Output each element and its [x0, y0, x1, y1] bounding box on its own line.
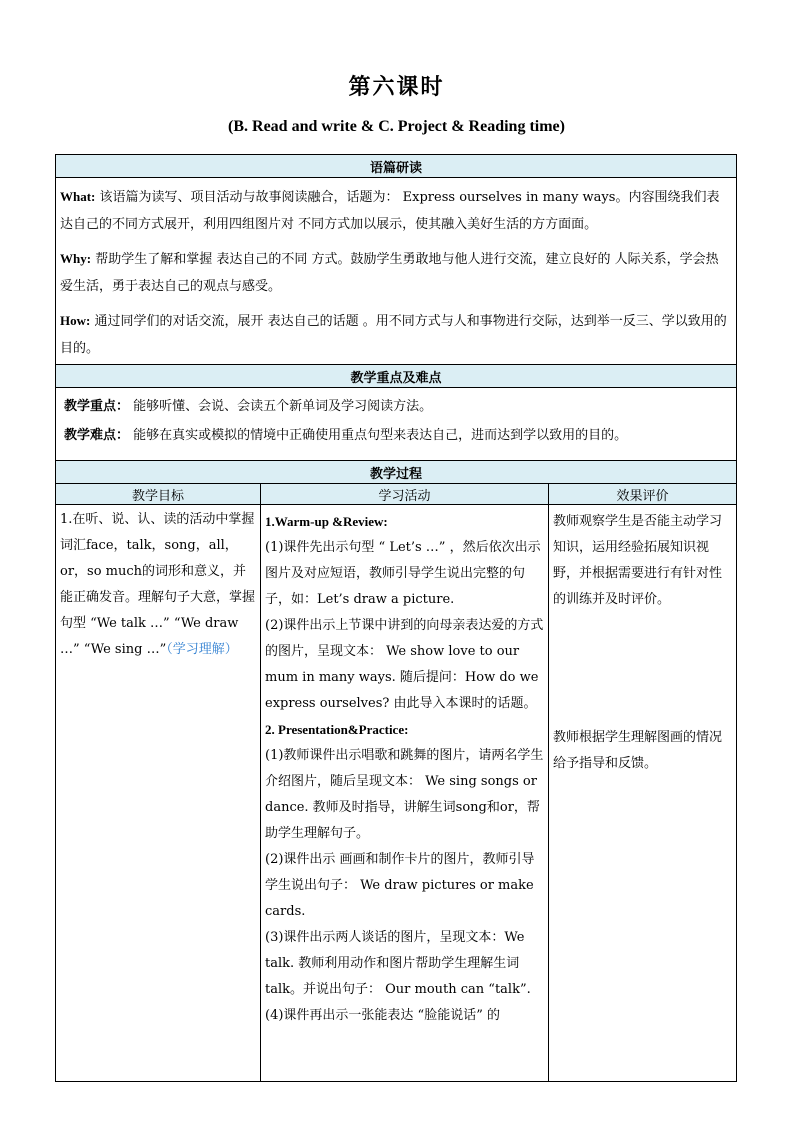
column-header-evaluation: 效果评价: [549, 484, 737, 505]
goal-tag: （学习理解）: [166, 642, 238, 657]
key-points-cell: [56, 388, 737, 461]
why-text: 帮助学生了解和掌握 表达自己的不同 方式。鼓励学生勇敢地与他人进行交流，建立良好的 人际关系，学会热爱生活，勇于表达自己的观点与感受。: [60, 252, 719, 294]
why-paragraph: [56, 240, 736, 302]
goal-text-block: [56, 505, 260, 663]
warmup-step-2: (2)课件出示上节课中讲到的向母亲表达爱的方式的图片，呈现文本： We show love to our mum in many ways. 随后提问：How do we express ourselves? 由此导入本课时的话题。: [265, 618, 544, 711]
what-paragraph: [56, 178, 736, 240]
activity-text-block: [261, 505, 548, 1029]
what-label: What:: [60, 189, 96, 204]
section-header-text-study: 语篇研读: [56, 155, 737, 178]
activity-cell: [261, 505, 549, 1082]
lesson-plan-table: [55, 154, 737, 1082]
section-header-process: 教学过程: [56, 461, 737, 484]
difficulty-label: 教学难点：: [64, 428, 130, 443]
why-label: Why:: [60, 251, 92, 266]
presentation-step-2: (2)课件出示 画画和制作卡片的图片，教师引导学生说出句子： We draw pictures or make cards.: [265, 852, 535, 919]
column-header-activity: 学习活动: [261, 484, 549, 505]
how-label: How:: [60, 313, 91, 328]
presentation-step-3: (3)课件出示两人谈话的图片，呈现文本：We talk. 教师利用动作和图片帮助学生理解生词talk。并说出句子： Our mouth can “talk”.: [265, 930, 531, 997]
warmup-step-1: (1)课件先出示句型 “ Let’s …” ，然后依次出示图片及对应短语，教师引导学生说出完整的句子，如：Let’s draw a picture.: [265, 540, 541, 607]
key-point-text: 能够听懂、会说、会读五个新单词及学习阅读方法。: [133, 399, 433, 414]
evaluation-cell: [549, 505, 737, 1082]
difficulty-paragraph: [56, 422, 736, 451]
goal-cell: [56, 505, 261, 1082]
key-point-label: 教学重点：: [64, 399, 130, 414]
presentation-step-4: (4)课件再出示一张能表达 “脸能说话” 的: [265, 1008, 500, 1023]
what-text: 该语篇为读写、项目活动与故事阅读融合，话题为： Express ourselves in many ways。内容围绕我们表达自己的不同方式展开，利用四组图片对 不同方式加以展示，使其融入美好生活的方方面面。: [60, 190, 720, 232]
presentation-title: 2. Presentation&Practice:: [265, 722, 409, 737]
difficulty-text: 能够在真实或模拟的情境中正确使用重点句型来表达自己，进而达到学以致用的目的。: [133, 428, 628, 443]
evaluation-text-1: 教师观察学生是否能主动学习知识，运用经验拓展知识视野，并根据需要进行有针对性的训练并及时评价。: [553, 514, 723, 607]
page-title: 第六课时: [348, 74, 445, 100]
section-header-key-points: 教学重点及难点: [56, 365, 737, 388]
how-paragraph: [56, 302, 736, 364]
goal-text: 1.在听、说、认、读的活动中掌握词汇face，talk，song，all，or，so much的词形和意义，并能正确发音。理解句子大意，掌握句型 “We talk …” “We draw …” “We sing …”: [60, 512, 256, 657]
evaluation-text-block: [549, 505, 736, 777]
warmup-title: 1.Warm-up &Review:: [265, 514, 388, 529]
evaluation-text-2: 教师根据学生理解图画的情况给予指导和反馈。: [553, 730, 723, 771]
presentation-step-1: (1)教师课件出示唱歌和跳舞的图片，请两名学生介绍图片，随后呈现文本： We sing songs or dance. 教师及时指导，讲解生词song和or，帮助学生理解句子。: [265, 748, 544, 841]
column-header-goal: 教学目标: [56, 484, 261, 505]
text-study-cell: [56, 178, 737, 365]
key-point-paragraph: [56, 388, 736, 422]
page-subtitle: (B. Read and write & C. Project & Reading time): [228, 118, 565, 135]
how-text: 通过同学们的对话交流，展开 表达自己的话题 。用不同方式与人和事物进行交际，达到举一反三、学以致用的目的。: [60, 314, 727, 356]
